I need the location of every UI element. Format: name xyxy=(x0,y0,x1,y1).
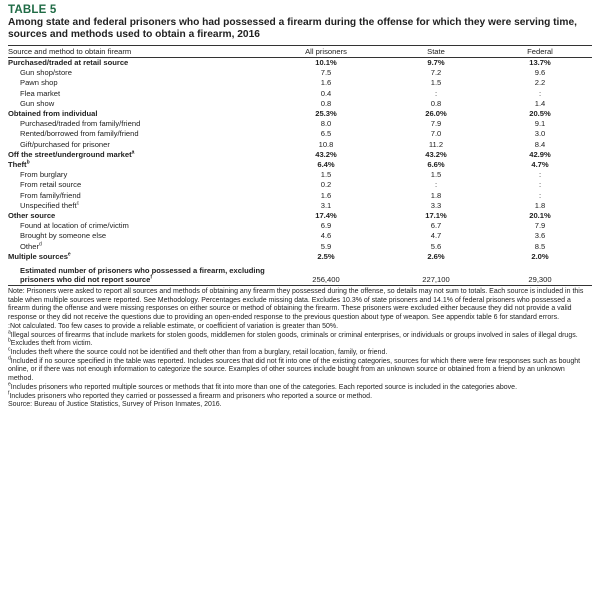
cell-all-prisoners: 6.9 xyxy=(320,221,332,231)
table-row xyxy=(8,201,592,211)
note-line xyxy=(8,390,592,402)
footnote-marker: c xyxy=(8,346,11,353)
cell-state: 227,100 xyxy=(384,262,488,286)
row-label-text: Gift/purchased for prisoner xyxy=(20,139,110,149)
row-label xyxy=(8,211,268,221)
footnote-marker: b xyxy=(26,159,30,166)
note-text: Includes prisoners who reported they carried or possessed a firearm and prisoners who reported a source or method. xyxy=(9,392,373,400)
row-label xyxy=(8,140,268,150)
row-label-text: Flea market xyxy=(20,88,61,98)
row-label xyxy=(8,68,268,78)
footnote-marker: d xyxy=(8,355,11,362)
footnote-marker: a xyxy=(8,329,11,336)
cell-federal: 8.5 xyxy=(534,241,546,251)
cell-all-prisoners: 256,400 xyxy=(268,262,384,286)
row-label xyxy=(8,150,268,160)
cell-federal: 2.0% xyxy=(531,251,549,261)
cell-all-prisoners: 0.2 xyxy=(320,180,332,190)
cell-all-prisoners: 4.6 xyxy=(320,231,332,241)
cell-state: 43.2% xyxy=(425,149,447,159)
cell-all-prisoners: 5.9 xyxy=(320,241,332,251)
cell-federal: 3.0 xyxy=(534,129,546,139)
note-line xyxy=(8,381,592,393)
cell-federal: 9.6 xyxy=(534,68,546,78)
cell-state: 1.5 xyxy=(430,78,442,88)
cell-state: 1.8 xyxy=(430,190,442,200)
row-label xyxy=(8,262,268,286)
data-table xyxy=(8,45,592,286)
cell-federal: 13.7% xyxy=(529,58,551,67)
cell-all-prisoners: 0.4 xyxy=(320,88,332,98)
cell-federal: 9.1 xyxy=(534,119,546,129)
cell-federal: 42.9% xyxy=(529,149,551,159)
note-text: :Not calculated. Too few cases to provide a reliable estimate, or coefficient of variation is greater than 50%. xyxy=(8,322,339,330)
cell-state: 11.2 xyxy=(428,139,444,149)
table-label: TABLE 5 xyxy=(8,4,57,16)
row-label-text: Obtained from individual xyxy=(8,109,98,119)
table-row xyxy=(8,180,592,190)
cell-state: 7.0 xyxy=(430,129,442,139)
table-row xyxy=(8,58,592,69)
cell-all-prisoners: 2.5% xyxy=(317,251,335,261)
table-row xyxy=(8,191,592,201)
cell-all-prisoners: 7.5 xyxy=(320,68,332,78)
cell-federal: : xyxy=(538,180,542,190)
row-label xyxy=(8,89,268,99)
row-label-text: Off the street/underground market xyxy=(8,149,132,159)
cell-state: 7.2 xyxy=(430,68,442,78)
cell-federal: 20.1% xyxy=(529,211,551,221)
cell-federal: 1.4 xyxy=(534,98,546,108)
row-label xyxy=(8,119,268,129)
column-header-source: Source and method to obtain firearm xyxy=(8,46,268,58)
table-body xyxy=(8,58,592,286)
column-header-all-prisoners: All prisoners xyxy=(268,46,384,58)
table-row xyxy=(8,109,592,119)
table-row xyxy=(8,129,592,139)
cell-state: 3.3 xyxy=(430,200,442,210)
cell-state: 6.6% xyxy=(427,160,445,170)
note-line xyxy=(8,355,592,384)
table-row xyxy=(8,150,592,160)
table-row xyxy=(8,78,592,88)
cell-federal: 4.7% xyxy=(531,160,549,170)
cell-all-prisoners: 6.4% xyxy=(317,160,335,170)
row-label xyxy=(8,191,268,201)
row-label xyxy=(8,252,268,262)
row-label-text: Found at location of crime/victim xyxy=(20,221,129,231)
row-label xyxy=(8,242,268,252)
cell-state: 2.6% xyxy=(427,251,445,261)
cell-state: : xyxy=(434,180,438,190)
row-label-text: From retail source xyxy=(20,180,82,190)
table-row xyxy=(8,89,592,99)
column-header-state: State xyxy=(384,46,488,58)
cell-federal: 3.6 xyxy=(534,231,546,241)
cell-state: 17.1% xyxy=(425,211,447,221)
cell-all-prisoners: 0.8 xyxy=(320,98,332,108)
cell-all-prisoners: 10.8 xyxy=(318,139,334,149)
row-label-text: Other xyxy=(20,241,39,251)
cell-federal: 20.5% xyxy=(529,109,551,119)
table-row xyxy=(8,99,592,109)
footnote-marker: a xyxy=(131,149,135,156)
note-line xyxy=(8,329,592,341)
footnote-marker: d xyxy=(39,241,42,248)
row-label xyxy=(8,58,268,69)
note-text: Includes prisoners who reported multiple sources or methods that fit into more than one of the categories. Each reported source is included in the categories above. xyxy=(10,383,518,391)
cell-state: : xyxy=(434,88,438,98)
row-label xyxy=(8,99,268,109)
column-header-federal: Federal xyxy=(488,46,592,58)
row-label-text: From family/friend xyxy=(20,190,81,200)
table-row xyxy=(8,211,592,221)
cell-federal: 1.8 xyxy=(534,200,546,210)
row-label xyxy=(8,170,268,180)
cell-all-prisoners: 8.0 xyxy=(320,119,332,129)
cell-federal: : xyxy=(538,88,542,98)
row-label xyxy=(8,221,268,231)
note-text: Includes theft where the source could not be identified and theft other than from a burglary, retail location, family, or friend. xyxy=(10,348,388,356)
note-line xyxy=(8,346,592,358)
cell-all-prisoners: 1.6 xyxy=(320,190,332,200)
cell-state: 5.6 xyxy=(430,241,442,251)
cell-all-prisoners: 10.1% xyxy=(315,58,337,67)
footnote-marker: f xyxy=(8,390,10,397)
row-label xyxy=(8,129,268,139)
row-label-text: Other source xyxy=(8,211,56,221)
cell-all-prisoners: 17.4% xyxy=(315,211,337,221)
table-title: Among state and federal prisoners who had possessed a firearm during the offense for which they were serving time, sources and methods used to obtain a firearm, 2016 xyxy=(8,17,577,40)
table-row xyxy=(8,231,592,241)
note-text: Source: Bureau of Justice Statistics, Survey of Prison Inmates, 2016. xyxy=(8,401,222,409)
header-row xyxy=(8,46,592,58)
table-row xyxy=(8,140,592,150)
cell-state: 4.7 xyxy=(430,231,442,241)
footnote-marker: c xyxy=(76,200,80,207)
cell-state: 26.0% xyxy=(425,109,447,119)
row-label xyxy=(8,201,268,211)
cell-federal: 2.2 xyxy=(534,78,546,88)
row-label-text: Gun shop/store xyxy=(20,68,72,78)
row-label xyxy=(8,180,268,190)
row-label-text: Purchased/traded at retail source xyxy=(8,58,129,67)
row-label-text: Theft xyxy=(8,160,27,170)
note-line xyxy=(8,337,592,349)
row-label-text: Brought by someone else xyxy=(20,231,107,241)
note-text: Excludes theft from victim. xyxy=(10,340,93,348)
row-label-text: Unspecified theft xyxy=(20,200,77,210)
note-line xyxy=(8,288,592,323)
row-label xyxy=(8,231,268,241)
note-text: Included if no source specified in the table was reported. Includes sources that did not fit into one of the existing categories, sources for which there were few responses such as bought online, or if there was not enough information to categorize the source. Examples of other sources include bought from an unknown source or obtained from a friend by an unknown method. xyxy=(8,357,581,383)
table-row xyxy=(8,221,592,231)
row-label xyxy=(8,109,268,119)
note-line xyxy=(8,401,592,410)
cell-state: 0.8 xyxy=(430,98,442,108)
table-notes xyxy=(8,288,592,410)
footnote-marker: e xyxy=(8,381,11,388)
cell-federal: : xyxy=(538,190,542,200)
note-line xyxy=(8,323,592,332)
cell-state: 6.7 xyxy=(430,221,442,231)
cell-all-prisoners: 1.6 xyxy=(320,78,332,88)
table-row xyxy=(8,242,592,252)
table-row xyxy=(8,68,592,78)
row-label-text: Pawn shop xyxy=(20,78,58,88)
row-label-text: Purchased/traded from family/friend xyxy=(20,119,141,129)
row-label-text: Gun show xyxy=(20,98,55,108)
note-text: Illegal sources of firearms that include markets for stolen goods, middlemen for stolen goods, criminals or criminal enterprises, or individuals or groups involved in sales of illegal drugs. xyxy=(10,331,578,339)
cell-state: 9.7% xyxy=(427,58,445,67)
row-label-text: Rented/borrowed from family/friend xyxy=(20,129,139,139)
cell-all-prisoners: 3.1 xyxy=(320,200,332,210)
cell-state: 7.9 xyxy=(430,119,442,129)
table-row xyxy=(8,119,592,129)
table-row xyxy=(8,160,592,170)
cell-federal: 29,300 xyxy=(488,262,592,286)
document-page xyxy=(8,0,592,410)
table-row xyxy=(8,262,592,286)
row-label xyxy=(8,78,268,88)
row-label-text: Estimated number of prisoners who possessed a firearm, excluding prisoners who did not report source xyxy=(20,266,265,285)
footnote-marker: e xyxy=(67,251,71,258)
cell-all-prisoners: 1.5 xyxy=(320,170,332,180)
cell-federal: 8.4 xyxy=(534,139,546,149)
row-label-text: Multiple sources xyxy=(8,251,68,261)
cell-all-prisoners: 43.2% xyxy=(315,149,337,159)
table-row xyxy=(8,252,592,262)
cell-all-prisoners: 6.5 xyxy=(320,129,332,139)
footnote-marker: f xyxy=(150,274,153,281)
row-label xyxy=(8,160,268,170)
cell-state: 1.5 xyxy=(430,170,442,180)
table-row xyxy=(8,170,592,180)
note-text: Note: Prisoners were asked to report all sources and methods of obtaining any firearm they possessed during the offense, so details may not sum to totals. Each source is included in this table when multiple sources were reported. See Methodology. Percentages exclude missing data. Excludes 10.3% of state prisoners and 14.1% of federal prisoners who possessed a firearm during the offense and were missing responses on either source or method of obtaining the firearm. These prisoners were excluded either because they did not provide a valid response or they did not receive the questions due to providing an open-ended response to the previous question about type of weapon. See appendix table 6 for standard errors. xyxy=(8,288,584,322)
cell-federal: 7.9 xyxy=(534,221,546,231)
cell-all-prisoners: 25.3% xyxy=(315,109,337,119)
cell-federal: : xyxy=(538,170,542,180)
footnote-marker: b xyxy=(8,337,11,344)
row-label-text: From burglary xyxy=(20,170,68,180)
